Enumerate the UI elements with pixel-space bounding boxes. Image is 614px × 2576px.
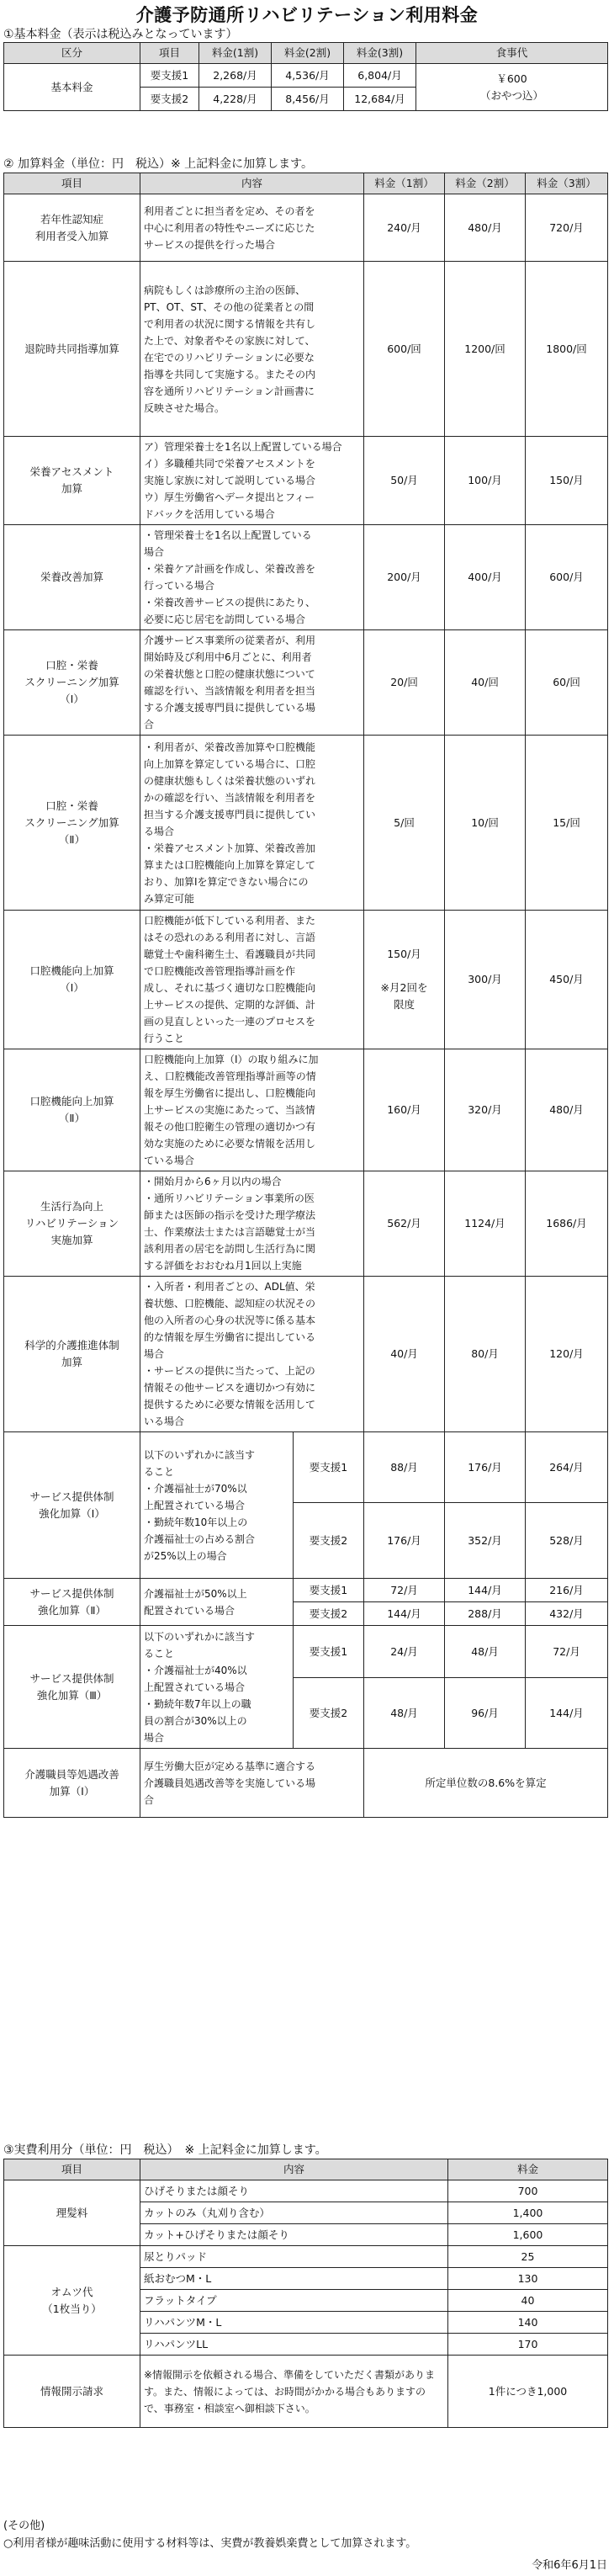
service-content: 以下のいずれかに該当す ること ・介護福祉士が70%以 上配置されている場合 ・勤続年数10年以上の 介護福祉士の占める割合 が25%以上の場合	[140, 1432, 294, 1579]
fee-2: 100/月	[445, 437, 526, 525]
service-content: 介護福祉士が50%以上 配置されている場合	[140, 1579, 294, 1626]
fee-1: 40/月	[364, 1277, 445, 1432]
basic-fee-table	[3, 42, 608, 111]
actual-fee-heading: ③実費利用分（単位：円 税込） ※ 上記料金に加算します。	[3, 2143, 327, 2157]
cell-item: 要支援1	[140, 64, 199, 88]
actual-content: ひげそりまたは顔そり	[140, 2180, 448, 2202]
row-label: 基本料金	[4, 64, 140, 111]
cell-item: 要支援2	[140, 88, 199, 111]
addition-content: ・入所者・利用者ごとの、ADL値、栄 養状態、口腔機能、認知症の状況その 他の入所者の心身の状況等に係る基本 的な情報を厚生労働省に提出している 場合 ・サービスの提供に当たって、上記の 情報その他サービスを適切かつ有効に 提供するために必要な情報を活用して いる場合	[140, 1277, 364, 1432]
table-row	[4, 437, 608, 525]
basic-header-row	[4, 43, 608, 64]
table-row	[4, 2356, 608, 2428]
fee-3: 15/回	[526, 736, 608, 911]
actual-content: 尿とりパッド	[140, 2246, 448, 2268]
actual-fee: 1,400	[448, 2202, 608, 2224]
addition-fee-heading: ② 加算料金（単位：円 税込）※ 上記料金に加算します。	[3, 157, 314, 171]
col-header: 料金(1割)	[199, 43, 272, 64]
fee-2: 480/月	[445, 194, 526, 262]
fee-1: 5/回	[364, 736, 445, 911]
fee-3: 120/月	[526, 1277, 608, 1432]
actual-fee: 700	[448, 2180, 608, 2202]
addition-header-row	[4, 173, 608, 194]
table-row	[4, 1749, 608, 1818]
fee-1: 160/月	[364, 1049, 445, 1171]
service-level: 要支援1	[294, 1626, 364, 1678]
col-header: 料金	[448, 2159, 608, 2180]
addition-name: 口腔機能向上加算 （Ⅰ）	[4, 911, 140, 1049]
actual-fee: 130	[448, 2268, 608, 2290]
addition-name: 口腔機能向上加算 （Ⅱ）	[4, 1049, 140, 1171]
actual-content: カットのみ（丸刈り含む）	[140, 2202, 448, 2224]
fee-2: 352/月	[445, 1503, 526, 1579]
fee-1: 88/月	[364, 1432, 445, 1503]
fee-3: 600/月	[526, 525, 608, 630]
fee-3: 1800/回	[526, 262, 608, 437]
actual-header-row	[4, 2159, 608, 2180]
col-header: 項目	[140, 43, 199, 64]
addition-content: 介護サービス事業所の従業者が、利用 開始時及び利用中6月ごとに、利用者 の栄養状態と口腔の健康状態について 確認を行い、当該情報を利用者を担当 する介護支援専門員に提供している場 合	[140, 630, 364, 736]
actual-fee: 40	[448, 2290, 608, 2312]
other-heading: (その他)	[3, 2520, 45, 2532]
table-row	[4, 262, 608, 437]
addition-content: ・開始月から6ヶ月以内の場合 ・通所リハビリテーション事業所の医 師または医師の指示を受けた理学療法 士、作業療法士または言語聴覚士が当 該利用者の居宅を訪問し生活行為に関 する評価をおおむね月1回以上実施	[140, 1171, 364, 1277]
table-row	[4, 194, 608, 262]
col-header: 内容	[140, 173, 364, 194]
fee-2: 10/回	[445, 736, 526, 911]
table-row	[4, 630, 608, 736]
fee-1: 24/月	[364, 1626, 445, 1678]
fee-1: 150/月 ※月2回を 限度	[364, 911, 445, 1049]
fee-3: 264/月	[526, 1432, 608, 1503]
service-name: サービス提供体制 強化加算（Ⅱ）	[4, 1579, 140, 1626]
info-fee: 1件につき1,000	[448, 2356, 608, 2428]
service-content: 以下のいずれかに該当す ること ・介護福祉士が40%以 上配置されている場合 ・勤続年数7年以上の職 員の割合が30%以上の 場合	[140, 1626, 294, 1749]
fee-2: 144/月	[445, 1579, 526, 1602]
cell-fee: 6,804/月	[344, 64, 416, 88]
service-name: サービス提供体制 強化加算（Ⅲ）	[4, 1626, 140, 1749]
addition-content: 口腔機能向上加算（Ⅰ）の取り組みに加 え、口腔機能改善管理指導計画等の情 報を厚生労働省に提出し、口腔機能向 上サービスの実施にあたって、当該情 報その他口腔衛生の管理の適切かつ有 効な実施のために必要な情報を活用し ている場合	[140, 1049, 364, 1171]
fee-2: 300/月	[445, 911, 526, 1049]
service-level: 要支援2	[294, 1602, 364, 1626]
table-row	[4, 1277, 608, 1432]
addition-content: ・管理栄養士を1名以上配置している 場合 ・栄養ケア計画を作成し、栄養改善を 行っている場合 ・栄養改善サービスの提供にあたり、 必要に応じ居宅を訪問している場合	[140, 525, 364, 630]
addition-name: 栄養改善加算	[4, 525, 140, 630]
addition-name: 口腔・栄養 スクリーニング加算 （Ⅰ）	[4, 630, 140, 736]
fee-2: 48/月	[445, 1626, 526, 1678]
meal-cell	[416, 64, 608, 111]
cell-fee: 4,228/月	[199, 88, 272, 111]
fee-1: 48/月	[364, 1678, 445, 1749]
addition-name: 栄養アセスメント 加算	[4, 437, 140, 525]
fee-3: 720/月	[526, 194, 608, 262]
actual-content: カット+ひげそりまたは顔そり	[140, 2224, 448, 2246]
treatment-name: 介護職員等処遇改善 加算（Ⅰ）	[4, 1749, 140, 1818]
barber-label: 理髪料	[4, 2180, 140, 2246]
fee-1: 240/月	[364, 194, 445, 262]
addition-content: 口腔機能が低下している利用者、また はその恐れのある利用者に対し、言語 聴覚士や歯科衛生士、看護職員が共同 で口腔機能改善管理指導計画を作 成し、それに基づく適切な口腔機能向 上サービスの提供、定期的な評価、計 画の見直しといった一連のプロセスを 行うこと	[140, 911, 364, 1049]
col-header: 区分	[4, 43, 140, 64]
addition-name: 若年性認知症 利用者受入加算	[4, 194, 140, 262]
table-row	[4, 1432, 608, 1503]
col-header: 食事代	[416, 43, 608, 64]
table-row	[4, 1626, 608, 1678]
fee-2: 40/回	[445, 630, 526, 736]
table-row	[4, 525, 608, 630]
col-header: 料金(2割)	[272, 43, 344, 64]
fee-1: 176/月	[364, 1503, 445, 1579]
fee-2: 96/月	[445, 1678, 526, 1749]
fee-3: 1686/月	[526, 1171, 608, 1277]
table-row	[4, 911, 608, 1049]
fee-2: 80/月	[445, 1277, 526, 1432]
meal-price: ￥600	[496, 72, 527, 85]
fee-3: 432/月	[526, 1602, 608, 1626]
actual-fee: 25	[448, 2246, 608, 2268]
fee-1: 200/月	[364, 525, 445, 630]
fee-1: 72/月	[364, 1579, 445, 1602]
table-row	[4, 2180, 608, 2202]
col-header: 内容	[140, 2159, 448, 2180]
service-level: 要支援2	[294, 1678, 364, 1749]
issue-date: 令和6年6月1日	[532, 2559, 607, 2572]
table-row	[4, 64, 608, 88]
fee-2: 1200/回	[445, 262, 526, 437]
cell-fee: 8,456/月	[272, 88, 344, 111]
fee-2: 1124/月	[445, 1171, 526, 1277]
col-header: 料金（1割）	[364, 173, 445, 194]
addition-content: ア）管理栄養士を1名以上配置している場合 イ）多職種共同で栄養アセスメントを 実施し家族に対して説明している場合 ウ）厚生労働省へデータ提出とフィー ドバックを活用している場合	[140, 437, 364, 525]
fee-2: 176/月	[445, 1432, 526, 1503]
actual-content: リハパンツM・L	[140, 2312, 448, 2334]
fee-3: 480/月	[526, 1049, 608, 1171]
addition-content: 病院もしくは診療所の主治の医師、 PT、OT、ST、その他の従業者との間 で利用者の状況に関する情報を共有し た上で、対象者やその家族に対して、 在宅でのリハビリテーションに必要な 指導を共同して実施する。またその内 容を通所リハビリテーション計画書に 反映させた場合。	[140, 262, 364, 437]
fee-1: 20/回	[364, 630, 445, 736]
table-row	[4, 1049, 608, 1171]
addition-name: 生活行為向上 リハビリテーション 実施加算	[4, 1171, 140, 1277]
service-level: 要支援1	[294, 1432, 364, 1503]
basic-fee-heading: ①基本料金（表示は税込みとなっています）	[3, 28, 238, 41]
actual-fee: 140	[448, 2312, 608, 2334]
actual-fee: 1,600	[448, 2224, 608, 2246]
service-level: 要支援2	[294, 1503, 364, 1579]
fee-2: 400/月	[445, 525, 526, 630]
fee-2: 320/月	[445, 1049, 526, 1171]
fee-3: 60/回	[526, 630, 608, 736]
addition-content: ・利用者が、栄養改善加算や口腔機能 向上加算を算定している場合に、口腔 の健康状態もしくは栄養状態のいずれ かの確認を行い、当該情報を利用者を 担当する介護支援専門員に提供してい る場合 ・栄養アセスメント加算、栄養改善加 算または口腔機能向上加算を算定して おり、加算Ⅰを算定できない場合にの み算定可能	[140, 736, 364, 911]
actual-content: 紙おむつM・L	[140, 2268, 448, 2290]
addition-name: 退院時共同指導加算	[4, 262, 140, 437]
table-row	[4, 1579, 608, 1602]
treatment-fee: 所定単位数の8.6%を算定	[364, 1749, 608, 1818]
fee-1: 50/月	[364, 437, 445, 525]
fee-3: 150/月	[526, 437, 608, 525]
page-title: 介護予防通所リハビリテーション利用料金	[135, 5, 479, 25]
fee-1: 600/回	[364, 262, 445, 437]
treatment-content: 厚生労働大臣が定める基準に適合する 介護職員処遇改善等を実施している場 合	[140, 1749, 364, 1818]
fee-3: 144/月	[526, 1678, 608, 1749]
meal-note: （おやつ込）	[479, 88, 543, 102]
addition-name: 科学的介護推進体制 加算	[4, 1277, 140, 1432]
info-label: 情報開示請求	[4, 2356, 140, 2428]
col-header: 料金（3割）	[526, 173, 608, 194]
service-level: 要支援1	[294, 1579, 364, 1602]
actual-content: リハパンツLL	[140, 2334, 448, 2356]
service-name: サービス提供体制 強化加算（Ⅰ）	[4, 1432, 140, 1579]
col-header: 料金(3割)	[344, 43, 416, 64]
cell-fee: 12,684/月	[344, 88, 416, 111]
addition-fee-table	[3, 173, 608, 1818]
col-header: 項目	[4, 173, 140, 194]
table-row	[4, 736, 608, 911]
fee-3: 216/月	[526, 1579, 608, 1602]
info-content: ※情報開示を依頼される場合、準備をしていただく書類があります。また、情報によっては、お時間がかかる場合もありますので、事務室・相談室へ御相談下さい。	[140, 2356, 448, 2428]
fee-3: 450/月	[526, 911, 608, 1049]
col-header: 料金（2割）	[445, 173, 526, 194]
col-header: 項目	[4, 2159, 140, 2180]
table-row	[4, 1171, 608, 1277]
fee-1: 562/月	[364, 1171, 445, 1277]
fee-3: 528/月	[526, 1503, 608, 1579]
other-note: ○利用者様が趣味活動に使用する材料等は、実費が教養娯楽費として加算されます。	[3, 2537, 417, 2550]
cell-fee: 2,268/月	[199, 64, 272, 88]
fee-1: 144/月	[364, 1602, 445, 1626]
actual-fee: 170	[448, 2334, 608, 2356]
diaper-label: オムツ代 （1枚当り）	[4, 2246, 140, 2356]
table-row	[4, 2246, 608, 2268]
actual-content: フラットタイプ	[140, 2290, 448, 2312]
addition-content: 利用者ごとに担当者を定め、その者を 中心に利用者の特性やニーズに応じた サービスの提供を行った場合	[140, 194, 364, 262]
fee-2: 288/月	[445, 1602, 526, 1626]
actual-fee-table	[3, 2159, 608, 2428]
addition-name: 口腔・栄養 スクリーニング加算 （Ⅱ）	[4, 736, 140, 911]
fee-3: 72/月	[526, 1626, 608, 1678]
cell-fee: 4,536/月	[272, 64, 344, 88]
